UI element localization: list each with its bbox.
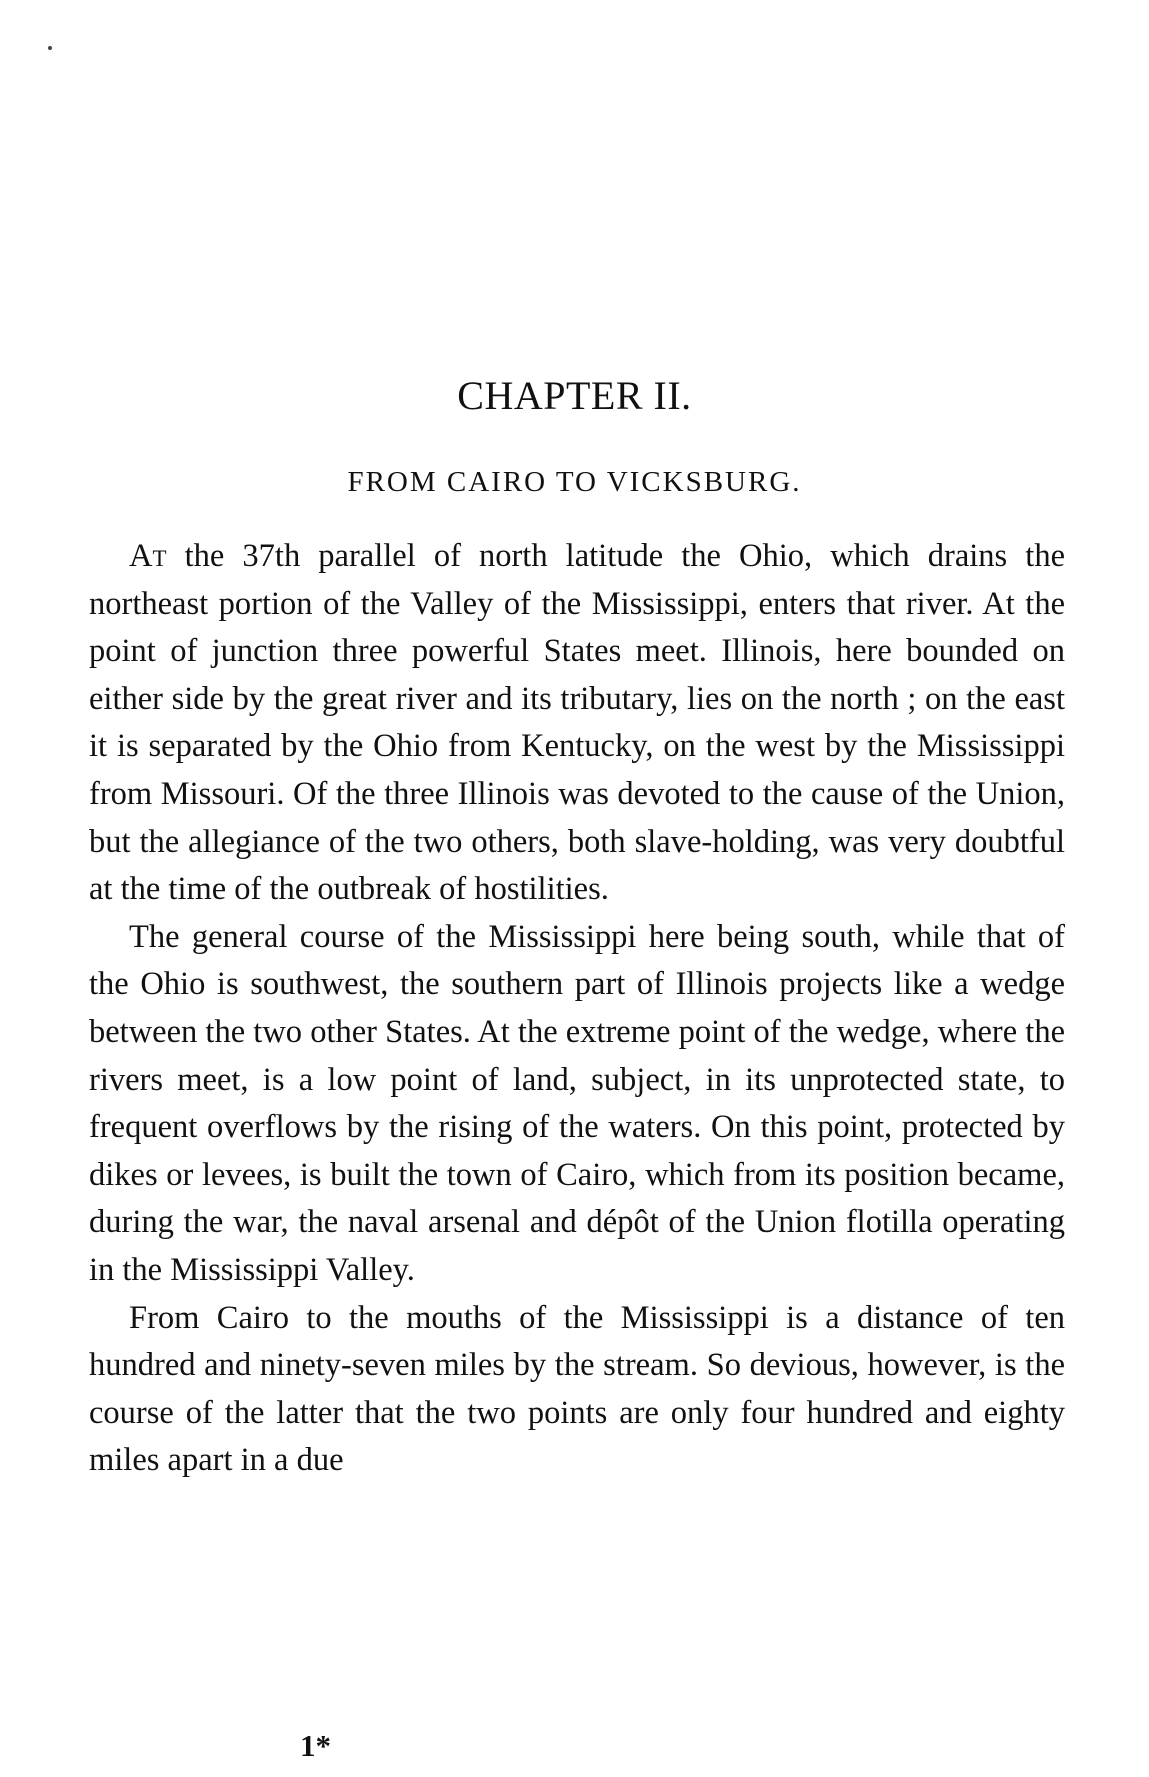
paragraph-1-text: the 37th parallel of north latitude the Ohio, which drains the northeast portion of the Valley of the Mississippi, enters that river. At the point of junction three powerful States meet. Illinois, here bounded on either side by the great river and its tributary, lies on the north ; on the east it is separated by the Ohio from Kentucky, on the west by the Mississippi from Missouri. Of the three Illinois was devoted to the cause of the Union, but the allegiance of the two others, both slave-holding, was very doubtful at the time of the outbreak of hostilities. bbox=[89, 538, 1065, 908]
paragraph-lead-word: At bbox=[129, 538, 167, 574]
paragraph-1 bbox=[89, 533, 1065, 914]
print-speck bbox=[48, 46, 52, 50]
body-text bbox=[89, 533, 1065, 1485]
paragraph-3: From Cairo to the mouths of the Mississippi is a distance of ten hundred and ninety-seven miles by the stream. So devious, however, is the course of the latter that the two points are only four hundred and eighty miles apart in a due bbox=[89, 1299, 1065, 1479]
paragraph-2: The general course of the Mississippi here being south, while that of the Ohio is southwest, the southern part of Illinois projects like a wedge between the two other States. At the extreme point of the wedge, where the rivers meet, is a low point of land, subject, in its unprotected state, to frequent overflows by the rising of the waters. On this point, protected by dikes or levees, is built the town of Cairo, which from its position became, during the war, the naval arsenal and dépôt of the Union flotilla operating in the Mississippi Valley. bbox=[89, 918, 1065, 1288]
signature-mark: 1* bbox=[300, 1728, 331, 1763]
chapter-title: CHAPTER II. bbox=[457, 373, 692, 418]
chapter-subtitle: FROM CAIRO TO VICKSBURG. bbox=[347, 466, 802, 498]
